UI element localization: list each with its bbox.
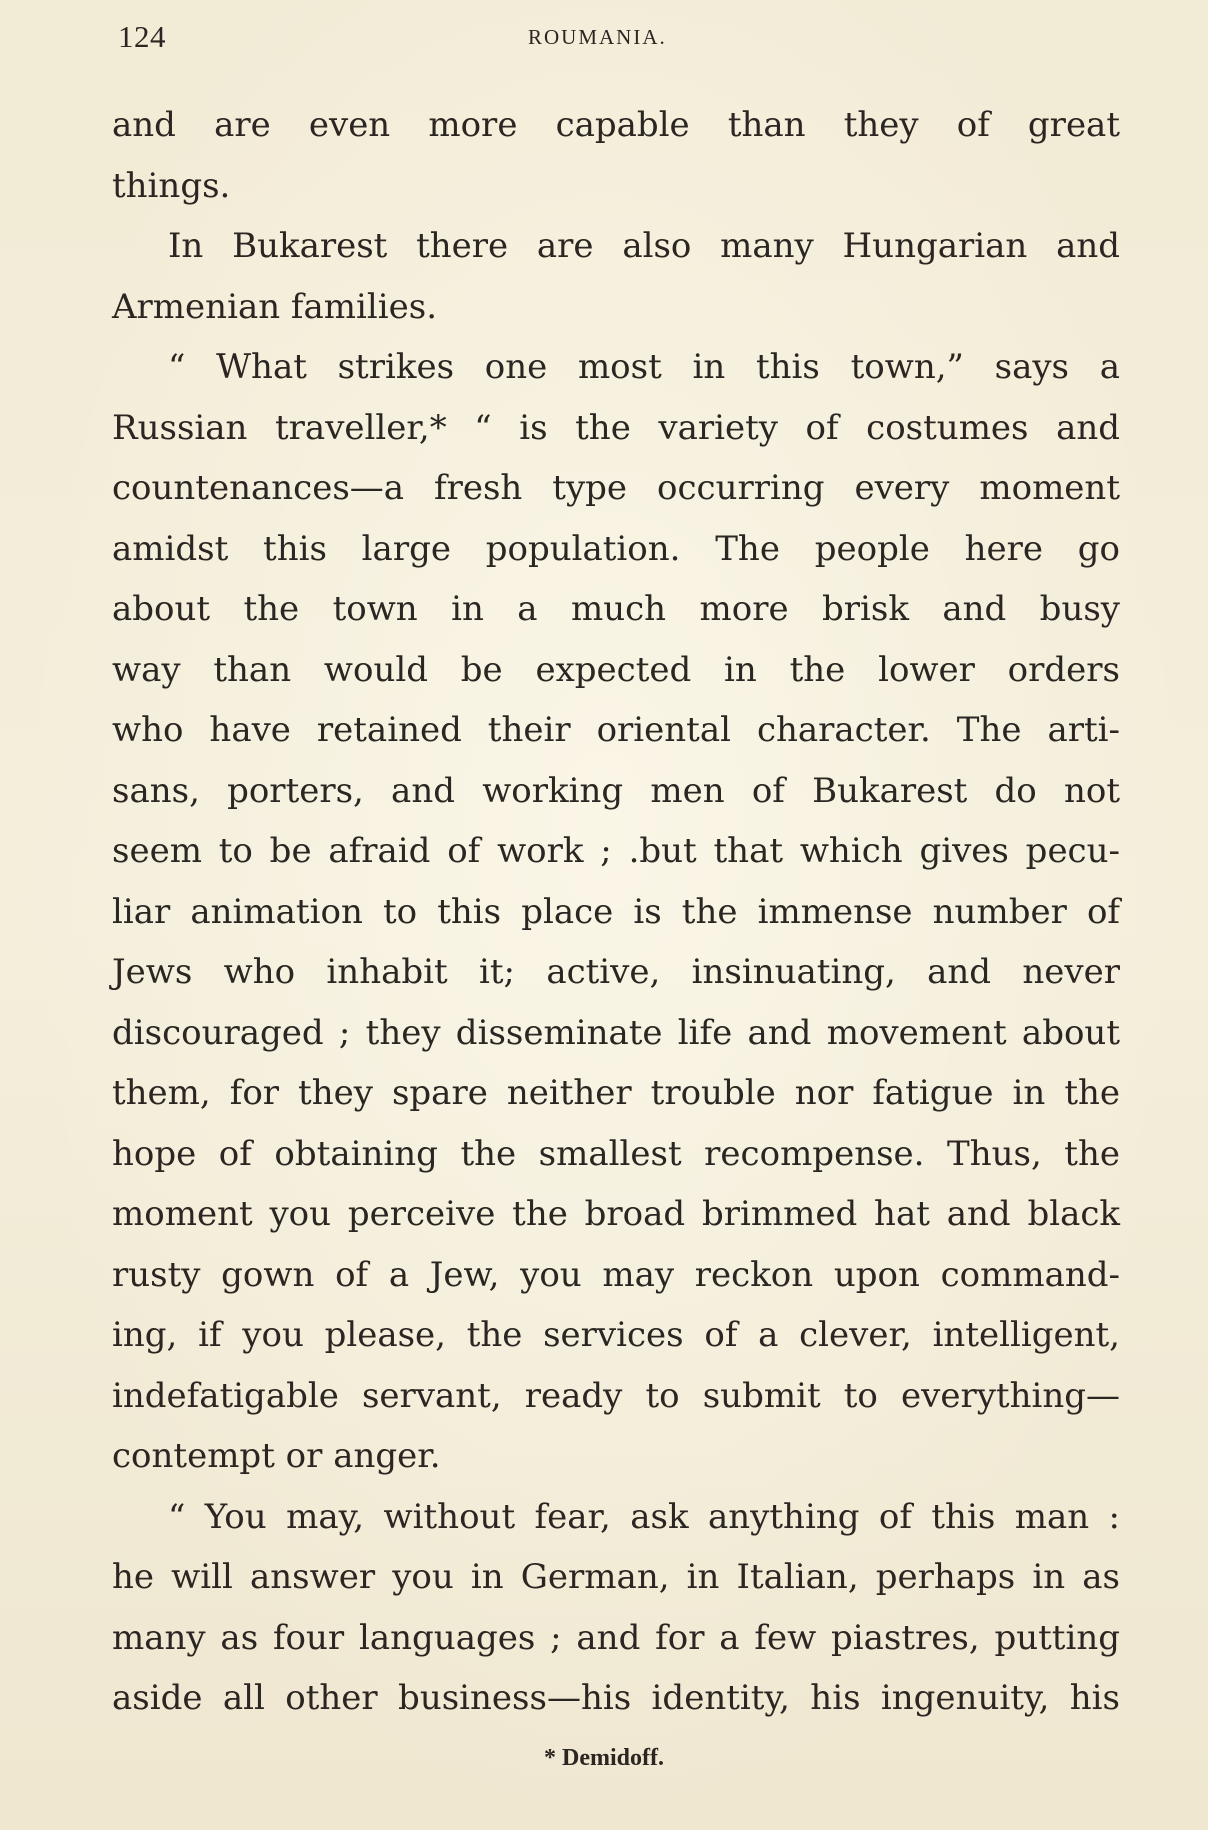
text-line: Russian traveller,* “ is the variety of costumes and [112,407,1120,448]
text-line: ing, if you please, the services of a clever, intelligent, [112,1315,1120,1355]
text-line: moment you perceive the broad brimmed hat and black [112,1194,1120,1234]
text-line: about the town in a much more brisk and busy [112,589,1120,629]
footnote: * Demidoff. [544,1745,664,1771]
text-line: hope of obtaining the smallest recompense. Thus, the [112,1133,1120,1174]
text-line: liar animation to this place is the immense number of [112,891,1120,932]
text-line: “ What strikes one most in this town,” says a [168,347,1120,387]
text-line: countenances—a fresh type occurring every moment [112,468,1120,508]
text-line: amidst this large population. The people here go [112,528,1120,569]
text-line: rusty gown of a Jew, you may reckon upon command- [112,1254,1120,1295]
text-line: way than would be expected in the lower orders [112,649,1120,690]
text-line: “ You may, without fear, ask anything of this man : [168,1496,1120,1537]
text-line: them, for they spare neither trouble nor fatigue in the [112,1073,1120,1113]
text-line: indefatigable servant, ready to submit to everything— [112,1375,1120,1416]
text-line: who have retained their oriental character. The arti- [112,710,1120,750]
text-line: In Bukarest there are also many Hungarian and [168,226,1120,266]
text-line: and are even more capable than they of great [112,105,1120,145]
text-line: contempt or anger. [112,1436,441,1476]
text-line: discouraged ; they disseminate life and movement about [112,1012,1120,1053]
text-line: aside all other business—his identity, his ingenuity, his [112,1678,1120,1718]
running-head: ROUMANIA. [528,25,667,49]
page-number: 124 [118,19,166,54]
body-text [112,95,1120,1729]
page-header [118,14,1118,60]
text-line: Armenian families. [112,286,438,327]
text-line: many as four languages ; and for a few piastres, putting [112,1617,1120,1658]
text-line: Jews who inhabit it; active, insinuating, and never [112,952,1120,992]
text-line: he will answer you in German, in Italian, perhaps in as [112,1557,1120,1597]
text-line: sans, porters, and working men of Bukarest do not [112,770,1120,811]
text-line: things. [112,165,231,206]
text-line: seem to be afraid of work ; .but that which gives pecu- [112,831,1120,871]
